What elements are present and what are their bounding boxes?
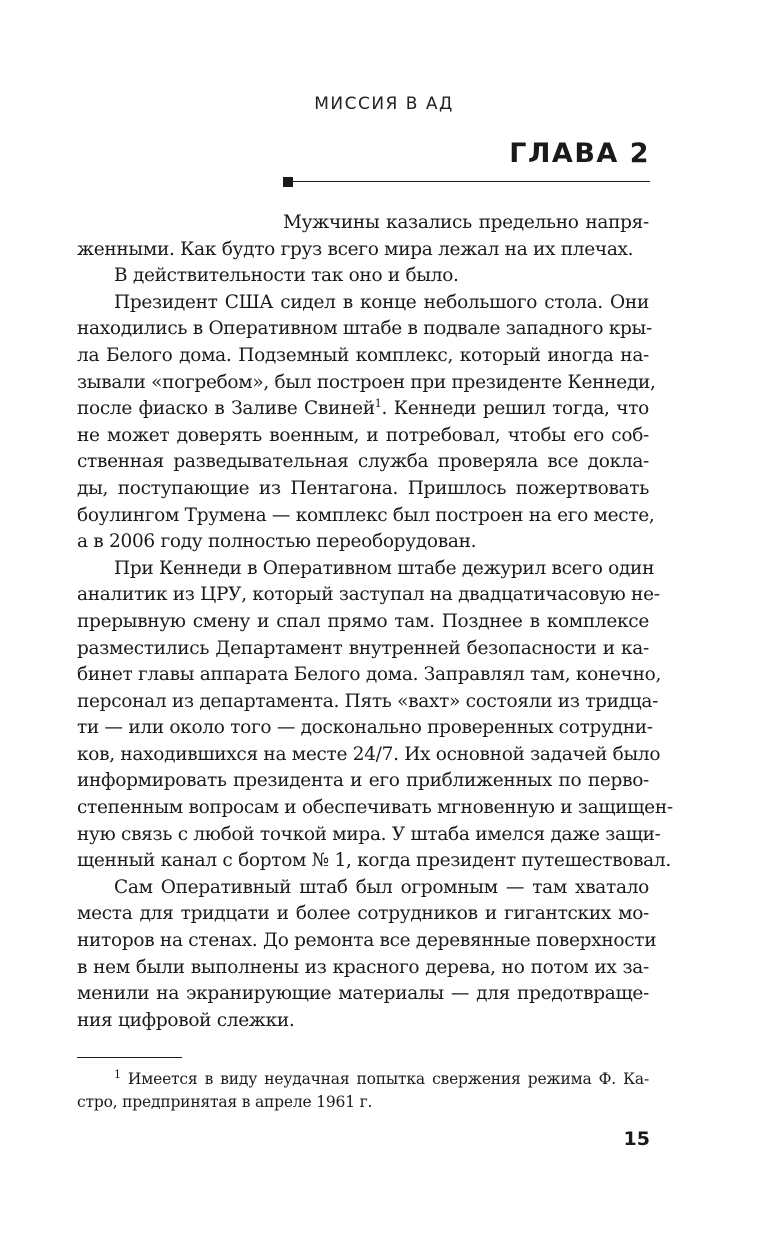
text-fragment: . Кеннеди решил тогда, что bbox=[381, 398, 649, 420]
text-line: Мужчины казались предельно напря- bbox=[283, 212, 649, 233]
text-line: ную связь с любой точкой мира. У штаба имелся даже защи- bbox=[77, 823, 661, 845]
body-text bbox=[77, 210, 673, 1034]
chapter-rule bbox=[283, 181, 650, 182]
text-line: прерывную смену и спал прямо там. Позднее в комплексе bbox=[77, 610, 649, 632]
text-line: ды, поступающие из Пентагона. Пришлось пожертвовать bbox=[77, 477, 649, 499]
text-line: в нем были выполнены из красного дерева, но потом их за- bbox=[77, 956, 649, 978]
text-line: аналитик из ЦРУ, который заступал на двадцатичасовую не- bbox=[77, 584, 660, 606]
text-line: Президент США сидел в конце небольшого стола. Они bbox=[114, 291, 649, 313]
text-line-with-footnote bbox=[77, 396, 649, 423]
text-line: а в 2006 году полностью переоборудован. bbox=[77, 531, 477, 553]
running-head: МИССИЯ В АД bbox=[314, 94, 454, 114]
text-line: степенным вопросам и обеспечивать мгновенную и защищен- bbox=[77, 797, 673, 819]
text-line: При Кеннеди в Оперативном штабе дежурил всего один bbox=[114, 557, 655, 579]
text-line: ти — или около того — досконально проверенных сотрудни- bbox=[77, 717, 653, 739]
footnote-line bbox=[77, 1068, 649, 1091]
footnote-number: 1 bbox=[114, 1067, 121, 1081]
text-line: места для тридцати и более сотрудников и гигантских мо- bbox=[77, 903, 649, 925]
text-line: В действительности так оно и было. bbox=[114, 265, 459, 287]
text-line: ла Белого дома. Подземный комплекс, который иногда на- bbox=[77, 344, 649, 366]
text-line: ниторов на стенах. До ремонта все деревянные поверхности bbox=[77, 930, 657, 952]
text-line: персонал из департамента. Пять «вахт» состояли из тридца- bbox=[77, 690, 659, 712]
text-line: боулингом Трумена — комплекс был построен на его месте, bbox=[77, 504, 655, 526]
text-line: зывали «погребом», был построен при президенте Кеннеди, bbox=[77, 371, 656, 393]
chapter-rule-marker bbox=[283, 177, 293, 187]
text-line: менили на экранирующие материалы — для предотвраще- bbox=[77, 983, 649, 1005]
text-fragment: после фиаско в Заливе Свиней bbox=[77, 398, 375, 420]
footnote-text: Имеется в виду неудачная попытка свержения режима Ф. Ка- bbox=[127, 1070, 649, 1088]
text-line: разместились Департамент внутренней безопасности и ка- bbox=[77, 637, 649, 659]
text-line: женными. Как будто груз всего мира лежал на их плечах. bbox=[77, 238, 634, 260]
page-number: 15 bbox=[623, 1128, 650, 1150]
text-line: щенный канал с бортом № 1, когда президент путешествовал. bbox=[77, 850, 671, 872]
text-line: ков, находившихся на месте 24/7. Их основной задачей было bbox=[77, 743, 661, 765]
chapter-title: ГЛАВА 2 bbox=[509, 138, 650, 169]
text-line: ния цифровой слежки. bbox=[77, 1009, 295, 1031]
text-line: Сам Оперативный штаб был огромным — там хватало bbox=[114, 876, 649, 898]
footnote bbox=[77, 1068, 649, 1114]
footnote-marker: 1 bbox=[374, 397, 382, 410]
text-line: бинет главы аппарата Белого дома. Заправлял там, конечно, bbox=[77, 664, 662, 686]
text-line: информировать президента и его приближенных по перво- bbox=[77, 770, 649, 792]
footnote-separator bbox=[77, 1057, 182, 1058]
footnote-line: стро, предпринятая в апреле 1961 г. bbox=[77, 1093, 373, 1111]
text-line: ственная разведывательная служба проверяла все доклa- bbox=[77, 451, 649, 473]
text-line: не может доверять военным, и потребовал, чтобы его соб- bbox=[77, 424, 649, 446]
text-line: находились в Оперативном штабе в подвале западного кры- bbox=[77, 318, 652, 340]
